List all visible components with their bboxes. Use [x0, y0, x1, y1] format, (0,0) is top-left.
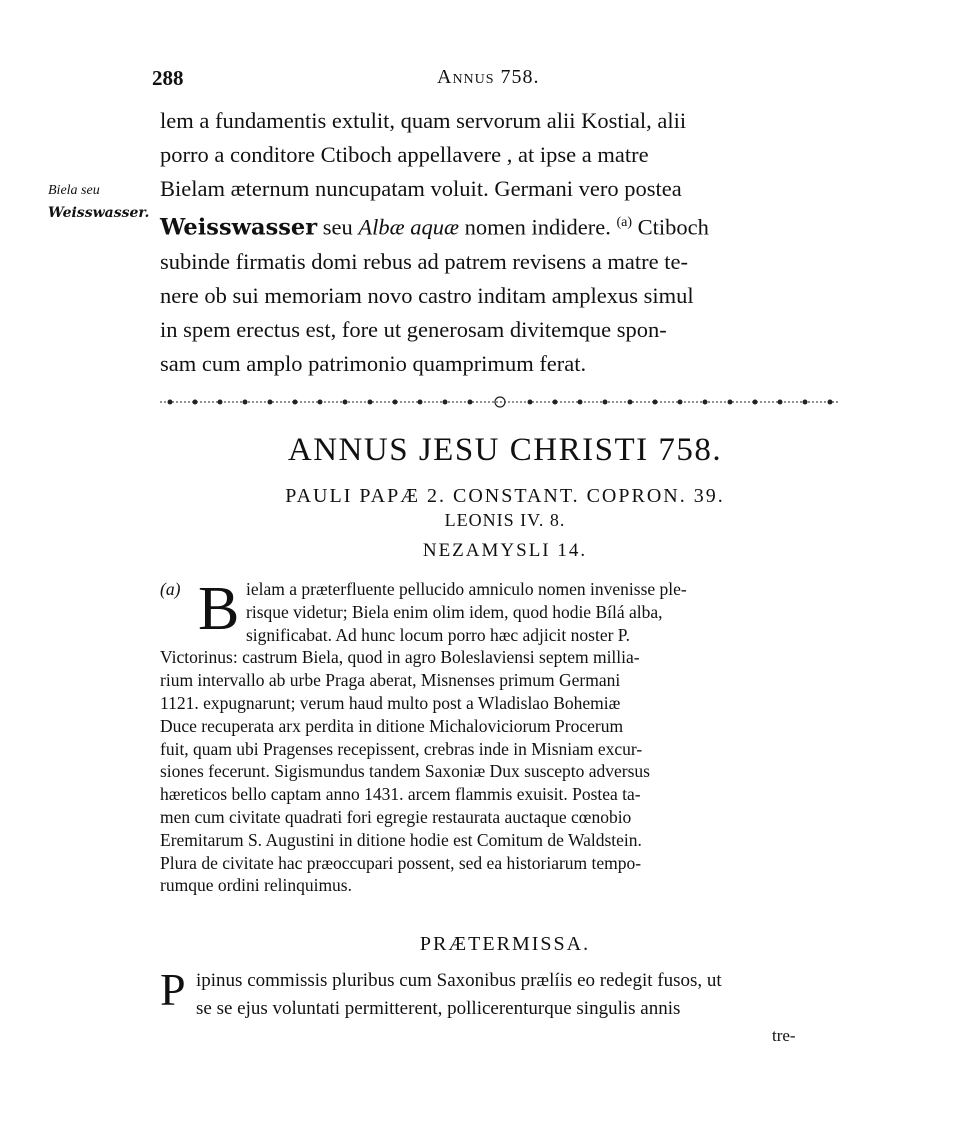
text-line: subinde firmatis domi rebus ad patrem revisens a matre te- [160, 248, 688, 274]
running-title: Annus 758. [437, 66, 540, 88]
text-line: Bielam æternum nuncupatam voluit. Germani vero postea [160, 176, 682, 201]
text-run: seu [317, 214, 359, 240]
footnote-line: siones fecerunt. Sigismundus tandem Saxoniæ Dux suscepto adversus [160, 761, 650, 782]
footnote-line: rium intervallo ab urbe Praga aberat, Misnenses primum Germani [160, 670, 621, 691]
text-run: Ctiboch [632, 214, 709, 240]
text-line: in spem erectus est, fore ut generosam divitemque spon- [160, 316, 667, 342]
praetermissa-text [160, 964, 850, 1023]
text-line [160, 206, 850, 245]
regnal-years-third: NEZAMYSLI 14. [422, 540, 588, 561]
main-text [160, 104, 850, 381]
text-line: porro a conditore Ctiboch appellavere , at ipse a matre [160, 142, 649, 167]
footnote-line: rumque ordini relinquimus. [160, 875, 352, 896]
footnote-line: men cum civitate quadrati fori egregie restaurata auctaque cœnobio [160, 806, 632, 827]
margin-note-line: Weisswasser. [48, 205, 150, 221]
text-line: sam cum amplo patrimonio quamprimum ferat. [160, 350, 587, 376]
footnote-line: Eremitarum S. Augustini in ditione hodie est Comitum de Waldstein. [160, 829, 642, 850]
regnal-years: PAULI PAPÆ 2. CONSTANT. COPRON. 39. [285, 485, 725, 507]
footnote-reference: (a) [616, 215, 632, 230]
section-title: PRÆTERMISSA. [419, 933, 591, 955]
footnote-line: Duce recuperata arx perdita in ditione Michaloviciorum Procerum [160, 715, 624, 736]
text-line: lem a fundamentis extulit, quam servorum alii Kostial, alii [160, 108, 687, 133]
text-line: ipinus commissis pluribus cum Saxonibus prælíis eo redegit fusos, ut [196, 970, 722, 991]
ornament-divider [160, 392, 840, 412]
footnote-line: ielam a præterfluente pellucido amniculo nomen invenisse ple- [246, 579, 687, 599]
footnote-line: hæreticos bello captam anno 1431. arcem flammis exuisit. Postea ta- [160, 784, 641, 805]
text-run: nomen indidere. [458, 214, 611, 240]
blackletter-word: Weisswasser [160, 214, 318, 241]
footnote-line: significabat. Ad hunc locum porro hæc adjicit noster P. [246, 624, 630, 645]
italic-phrase: Albæ aquæ [358, 214, 459, 240]
page-number: 288 [152, 66, 184, 90]
drop-cap: B [198, 575, 240, 643]
text-line: se se ejus voluntati permitterent, pollicerenturque singulis annis [196, 998, 681, 1019]
footnote-line: Victorinus: castrum Biela, quod in agro Boleslaviensi septem millia- [160, 647, 640, 668]
footnote [160, 575, 850, 897]
running-head [152, 66, 852, 94]
footnote-line: fuit, quam ubi Pragenses recepissent, crebras inde in Misniam excur- [160, 738, 643, 759]
text-line: nere ob sui memoriam novo castro inditam amplexus simul [160, 282, 694, 308]
margin-note [48, 180, 158, 224]
year-heading: ANNUS JESU CHRISTI 758. [287, 432, 723, 468]
footnote-line: risque videtur; Biela enim olim idem, quod hodie Bílá alba, [246, 601, 663, 622]
catchword: tre- [772, 1026, 796, 1045]
footnote-marker: (a) [160, 579, 181, 599]
drop-cap: P [160, 964, 186, 1015]
margin-note-line: Biela seu [48, 183, 100, 198]
footnote-line: 1121. expugnarunt; verum haud multo post a Wladislao Bohemiæ [160, 692, 621, 713]
footnote-line: Plura de civitate hac præoccupari possent, sed ea historiarum tempo- [160, 852, 642, 873]
regnal-years-second: LEONIS IV. 8. [444, 510, 566, 530]
